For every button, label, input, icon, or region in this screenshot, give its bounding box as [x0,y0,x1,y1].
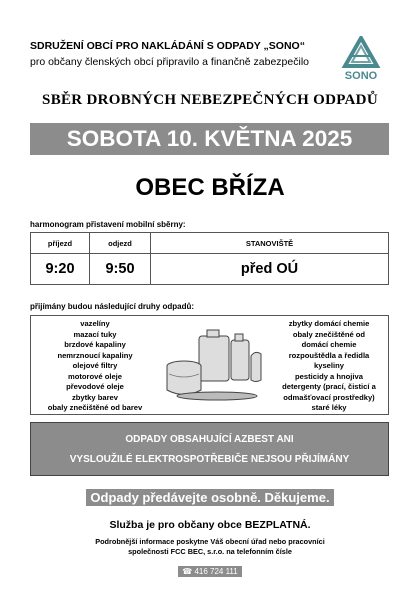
list-item: zbytky domácí chemie [288,319,370,328]
list-item: staré léky [311,403,347,412]
town-name: OBEC BŘÍZA [135,174,285,201]
arrival-time: 9:20 [31,254,90,285]
list-item: zbytky barev [71,392,118,402]
schedule-label: harmonogram přistavení mobilní sběrny: [30,220,186,229]
header-arrival: příjezd [31,233,90,254]
phone-number: ☎ 416 724 111 [178,566,242,577]
location: před OÚ [151,254,389,285]
info-line-1: Podrobnější informace poskytne Váš obecní úřad nebo pracovníci [95,537,325,546]
list-item: brzdové kapaliny [64,340,126,349]
waste-list-left [31,319,159,414]
list-item: obaly znečištěné od barev [47,403,143,412]
org-subtitle: pro občany členských obcí připravilo a finančně zabezpečilo [30,56,309,68]
warning-box [30,422,389,476]
logo-text: SONO [344,70,378,82]
list-item: mazací tuky [73,329,117,339]
departure-time: 9:50 [90,254,151,285]
org-title: SDRUŽENÍ OBCÍ PRO NAKLÁDÁNÍ S ODPADY „SONO“ [30,40,305,52]
header-departure: odjezd [90,233,151,254]
list-item: domácí chemie [301,340,357,349]
list-item: detergenty (prací, čisticí a [282,382,376,391]
hazardous-containers-illustration [159,326,269,406]
list-item: motorové oleje [67,371,122,381]
main-heading: SBĚR DROBNÝCH NEBEZPEČNÝCH ODPADŮ [42,92,378,108]
phone-wrap [0,561,420,579]
info-text [0,537,420,557]
warning-line-2: VYSLOUŽILÉ ELEKTROSPOTŘEBIČE NEJSOU PŘIJÍMÁNY [69,454,350,465]
list-item: nemrznoucí kapaliny [57,350,133,360]
free-service-note: Služba je pro občany obce BEZPLATNÁ. [109,519,311,531]
list-item: olejové filtry [72,361,118,370]
list-item: kyseliny [314,361,344,370]
handover-note: Odpady předávejte osobně. Děkujeme. [86,489,333,506]
waste-list-right [269,319,389,414]
accepted-label: přijímány budou následující druhy odpadů: [30,302,195,311]
date-banner: SOBOTA 10. KVĚTNA 2025 [30,123,389,155]
list-item: vazelíny [80,319,110,328]
list-item: převodové oleje [66,382,124,391]
list-item: obaly znečištěné od [292,329,366,339]
schedule-header-row [31,233,389,254]
recycle-triangle-icon [337,36,385,72]
list-item: rozpouštědla a ředidla [288,350,370,360]
info-line-2: společnosti FCC BEC, s.r.o. na telefonním čísle [128,547,292,556]
schedule-table [30,232,389,285]
handover-wrap [0,489,420,507]
sono-logo [337,36,385,86]
schedule-value-row [31,254,389,285]
list-item: pesticidy a hnojiva [295,371,363,381]
accepted-waste-box [30,315,389,415]
header-location: STANOVIŠTĚ [151,233,389,254]
list-item: odmašťovací prostředky) [283,392,375,402]
warning-line-1: ODPADY OBSAHUJÍCÍ AZBEST ANI [125,434,294,445]
